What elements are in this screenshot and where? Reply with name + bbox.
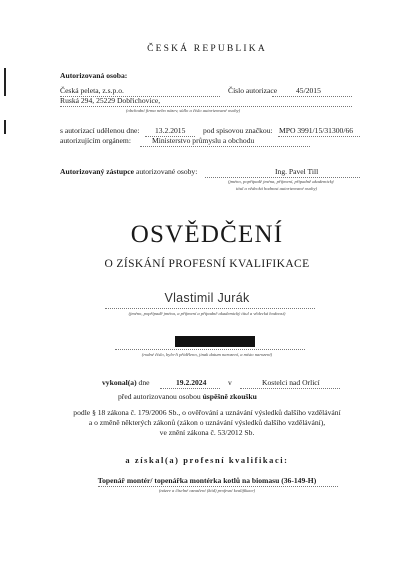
file-number-value: MPO 3991/15/31300/66 [279,126,354,135]
law-line-3: ve znění zákona č. 53/2012 Sb. [159,428,255,437]
result-text: úspěšně zkoušku [202,392,257,401]
org-name: Česká peleta, z.s.p.o. [60,86,124,95]
granted-label: s autorizací udělenou dne: [60,126,140,135]
redacted-birth-data [175,336,255,347]
law-line-2: a o změně některých zákonů (zákon o uznávání výsledků dalšího vzdělávání), [88,418,326,427]
country-header: ČESKÁ REPUBLIKA [147,44,267,54]
qualification-caption: (název a číselné označení (kód) profesní kvalifikace) [158,488,256,493]
qualification-heading: a získal(a) profesní kvalifikaci: [125,456,289,465]
scan-edge-mark [4,120,6,134]
representative-label [60,167,197,176]
representative-name: Ing. Pavel Till [275,167,319,176]
org-line-2 [60,106,352,107]
authorizing-body-value: Ministerstvo průmyslu a obchodu [152,136,255,145]
org-address: Ruská 294, 25229 Dobřichovice, [60,96,161,105]
holder-name-line [105,308,315,309]
law-line-1: podle § 18 zákona č. 179/2006 Sb., o ověřování a uznávání výsledků dalšího vzdělávání [73,408,341,417]
birth-data-line [115,349,305,350]
qualification-line [98,486,338,487]
org-caption: (obchodní firma nebo název, sídlo a číslo autorizované osoby) [126,108,241,113]
holder-name: Vlastimil Jurák [164,291,250,305]
representative-caption-2: titul a vědecká hodnost autorizované osoby) [236,186,318,191]
date-label: dne [138,378,150,387]
holder-name-caption: (jméno, popřípadě jména, a příjmení a případně akademický titul a vědecká hodnost) [128,311,286,316]
place-label: v [228,378,232,387]
authorizing-body-line [140,146,310,147]
scan-edge-mark [4,68,6,96]
exam-place: Kostelci nad Orlicí [262,378,320,387]
exam-line [102,378,149,387]
exam-result-line [118,392,257,401]
certificate-title: OSVĚDČENÍ [130,221,284,248]
representative-line [205,177,360,178]
exam-place-line [240,388,340,389]
before-text: před autorizovanou osobou [118,392,201,401]
exam-date-line [160,388,220,389]
authorized-person-heading: Autorizovaná osoba: [60,71,128,80]
qualification-value: Topenář montér/ topenářka montérka kotlů na biomasu (36-149-H) [97,476,317,485]
auth-number-line [272,96,352,97]
representative-label-rest: autorizované osoby: [135,167,198,176]
authorizing-body-label: autorizujícím orgánem: [60,136,131,145]
representative-label-bold: Autorizovaný zástupce [60,167,135,176]
file-number-line [278,136,360,137]
performed-label: vykonal(a) [102,378,137,387]
representative-caption-1: (jméno, popřípadě jména, příjmení, případně akademický [228,179,334,184]
certificate-subtitle: O ZÍSKÁNÍ PROFESNÍ KVALIFIKACE [104,258,310,270]
granted-date: 13.2.2015 [155,126,186,135]
auth-number-label: Číslo autorizace [228,86,278,95]
auth-number-value: 45/2015 [296,86,321,95]
exam-date: 19.2.2024 [176,378,207,387]
birth-data-caption: (rodné číslo, bylo-li přiděleno, jinak datum narození, a místo narození) [141,352,273,357]
file-number-label: pod spisovou značkou: [203,126,273,135]
